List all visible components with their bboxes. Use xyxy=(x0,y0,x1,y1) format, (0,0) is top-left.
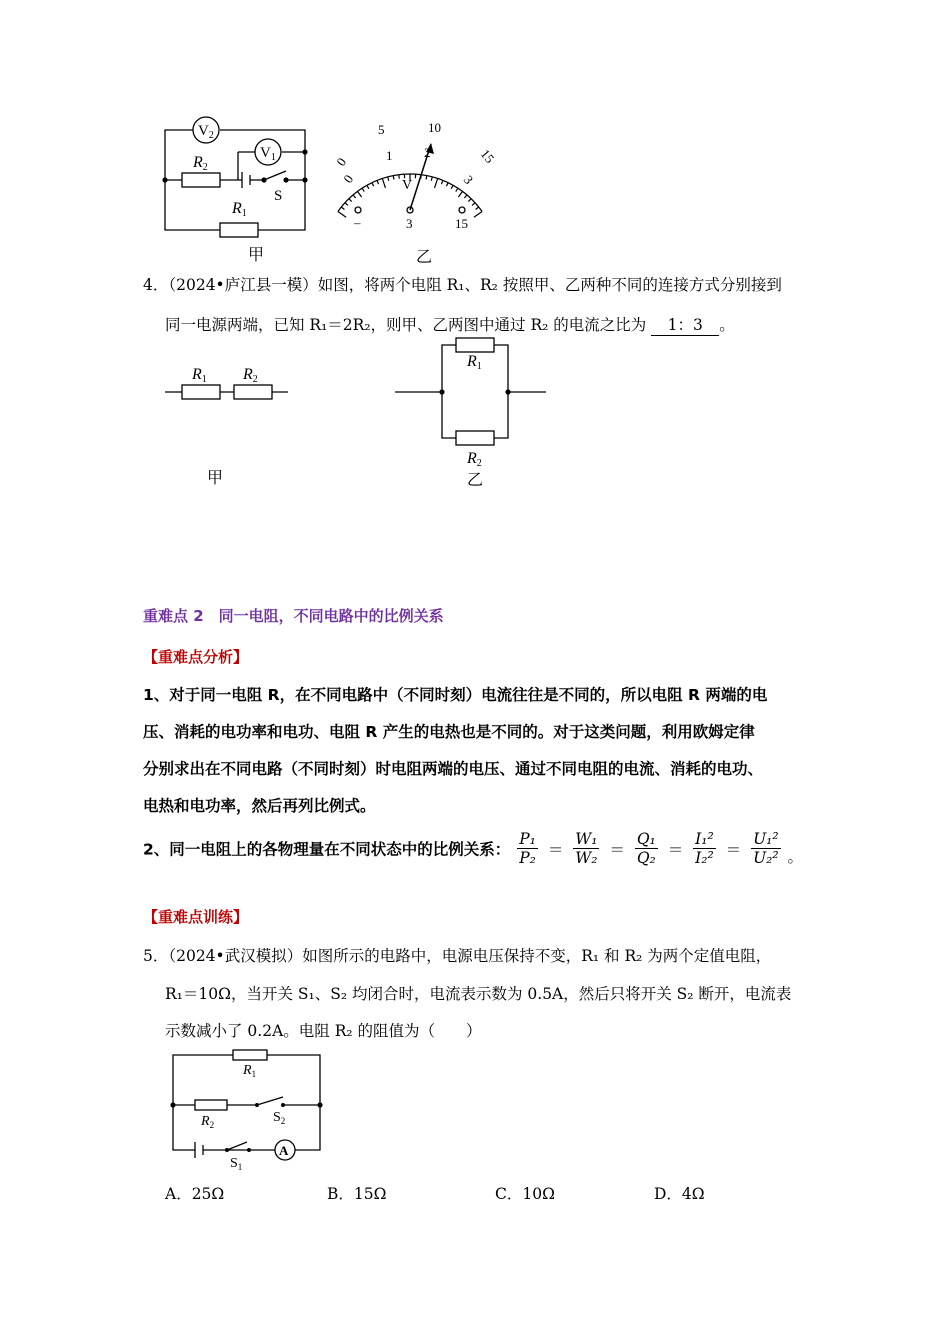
ammeter-label: A xyxy=(279,1143,289,1158)
dial-tick xyxy=(456,188,458,191)
q5-line1: 5．（2024•武汉模拟）如图所示的电路中，电源电压保持不变，R₁ 和 R₂ 为两个定值电阻， xyxy=(143,947,772,965)
dial-tick xyxy=(367,185,369,188)
q5-option-b[interactable]: B．15Ω xyxy=(327,1185,387,1203)
dial-tick xyxy=(362,188,364,191)
dial-tick xyxy=(399,175,400,179)
dial-tick xyxy=(382,178,385,187)
dial-top-5: 5 xyxy=(378,122,385,137)
dial-tick xyxy=(338,212,346,218)
dial-tick xyxy=(468,199,471,202)
ratio-formula-line xyxy=(143,830,803,867)
q4-line2-text: 同一电源两端，已知 R₁＝2R₂，则甲、乙两图中通过 R₂ 的电流之比为 xyxy=(165,316,647,334)
switch-s-label: S xyxy=(274,188,283,204)
analysis-p1-line3: 分别求出在不同电路（不同时刻）时电阻两端的电压、通过不同电阻的电流、消耗的电功、 xyxy=(143,760,764,778)
dial-tick xyxy=(476,207,479,209)
dial-bottom-0: 0 xyxy=(340,171,357,186)
dial-tick xyxy=(431,177,432,181)
q5-line3: 示数减小了 0.2A。电阻 R₂ 的阻值为（ ） xyxy=(165,1022,482,1040)
dial-tick xyxy=(472,203,475,206)
dial-tick xyxy=(474,212,482,218)
dial-top-0: 0 xyxy=(333,154,350,169)
q4-answer: 1：3 xyxy=(651,313,719,336)
frac-p: $\frac{\text{P₁}}{\text{P₂}}$ xyxy=(519,830,536,867)
q4-line2 xyxy=(165,313,735,336)
parallel-r2-label: R2 xyxy=(467,450,482,469)
frac-i: $\frac{\text{I₁²}}{\text{I₂²}}$ xyxy=(695,830,714,867)
dial-tick xyxy=(393,176,394,180)
caption-jia-2: 甲 xyxy=(207,470,224,487)
fig3-s1-label: $S_1$ xyxy=(230,1156,243,1172)
caption-jia-1: 甲 xyxy=(248,247,265,264)
figure-circuit-ammeter xyxy=(165,1045,330,1173)
figure-series-parallel xyxy=(160,335,560,495)
dial-tick xyxy=(426,176,427,180)
caption-yi-2: 乙 xyxy=(467,472,484,489)
dial-tick xyxy=(464,195,467,198)
section2-title: 重难点 2 同一电阻，不同电路中的比例关系 xyxy=(143,607,444,625)
eq-1: ＝ xyxy=(547,840,564,859)
dial-bottom-2: 2 xyxy=(424,145,431,160)
series-r1-label: R1 xyxy=(192,366,207,385)
eq-2: ＝ xyxy=(609,840,625,859)
dial-top-10: 10 xyxy=(428,120,441,135)
terminal-15: 15 xyxy=(455,216,468,231)
q5-option-c[interactable]: C．10Ω xyxy=(495,1185,555,1203)
dial-tick xyxy=(451,185,453,188)
fig3-r1-label: $R_1$ xyxy=(243,1063,257,1079)
formula-end: 。 xyxy=(787,848,804,866)
dial-tick xyxy=(353,195,356,198)
figure-voltmeter-dial xyxy=(328,112,508,267)
fig3-s2-label: $S_2$ xyxy=(273,1110,286,1126)
dial-tick xyxy=(441,180,442,184)
dial-tick xyxy=(372,183,374,187)
fig3-r2-label: $R_2$ xyxy=(201,1114,215,1130)
dial-tick xyxy=(345,203,348,206)
dial-tick xyxy=(349,199,352,202)
dial-tick xyxy=(446,183,448,187)
dial-tick xyxy=(458,191,462,197)
analysis-label: 【重难点分析】 xyxy=(143,648,249,666)
dial-tick xyxy=(388,177,389,181)
v2-label: $V_2$ xyxy=(198,123,214,141)
dial-tick xyxy=(357,191,361,197)
dial-bottom-1: 1 xyxy=(386,148,393,163)
r2-label: R2 xyxy=(193,154,208,173)
analysis-p1-line2: 压、消耗的电功率和电功、电阻 R 产生的电热也是不同的。对于这类问题，利用欧姆定律 xyxy=(143,723,755,741)
q4-line1: 4．（2024•庐江县一模）如图，将两个电阻 R₁、R₂ 按照甲、乙两种不同的连接方式分别接到 xyxy=(143,276,782,294)
parallel-r1-label: R1 xyxy=(467,353,482,372)
r1-label: R1 xyxy=(232,200,247,219)
dial-tick xyxy=(435,178,438,187)
frac-q: $\frac{\text{Q₁}}{\text{Q₂}}$ xyxy=(636,830,656,867)
dial-tick xyxy=(377,180,378,184)
analysis-p1-line4: 电热和电功率，然后再列比例式。 xyxy=(143,797,376,815)
q4-period: 。 xyxy=(719,316,735,334)
terminal-minus: – xyxy=(354,215,361,230)
analysis-p2: 2、同一电阻上的各物理量在不同状态中的比例关系： xyxy=(143,840,511,859)
terminal-3: 3 xyxy=(406,216,413,231)
figure-circuit-voltmeters xyxy=(160,112,320,267)
v1-label: $V_1$ xyxy=(260,145,276,163)
caption-yi-1: 乙 xyxy=(416,249,433,266)
q5-option-a[interactable]: A．25Ω xyxy=(165,1185,225,1203)
dial-tick xyxy=(341,207,344,209)
eq-4: ＝ xyxy=(725,840,742,859)
frac-w: $\frac{\text{W₁}}{\text{W₂}}$ xyxy=(575,830,598,867)
series-r2-label: R2 xyxy=(243,366,258,385)
q5-option-d[interactable]: D．4Ω xyxy=(654,1185,705,1203)
eq-3: ＝ xyxy=(667,840,684,859)
q5-line2: R₁＝10Ω，当开关 S₁、S₂ 均闭合时，电流表示数为 0.5A，然后只将开关 S₂ 断开，电流表 xyxy=(165,985,792,1003)
dial-top-15: 15 xyxy=(477,146,498,166)
frac-u: $\frac{\text{U₁²}}{\text{U₂²}}$ xyxy=(753,830,779,867)
dial-bottom-3: 3 xyxy=(460,172,477,187)
training-label: 【重难点训练】 xyxy=(143,908,249,926)
analysis-p1-line1: 1、对于同一电阻 R，在不同电路中（不同时刻）电流往往是不同的，所以电阻 R 两端的电 xyxy=(143,686,768,704)
dial-unit: V xyxy=(402,178,413,193)
